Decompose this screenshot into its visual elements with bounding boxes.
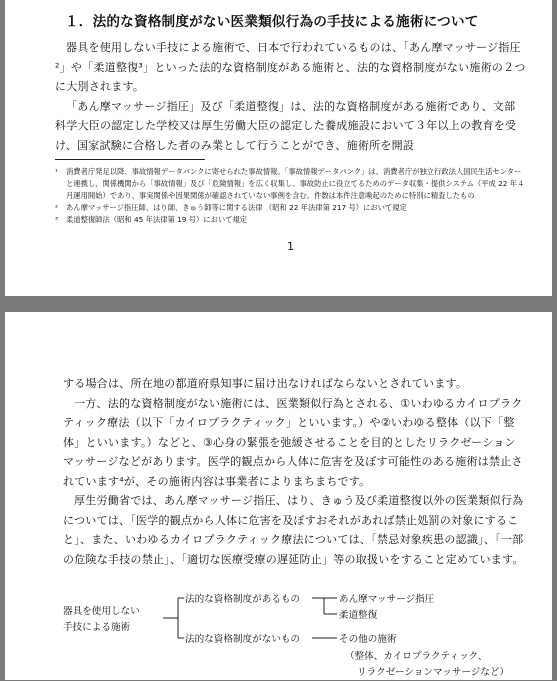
footnote-text: 消費者庁発足以降、事故情報データバンクに寄せられた事故情報。「事故情報データバンク」は、消費者庁が独立行政法人国民生活センターと連携し、関係機関から「事故情報」及び「危険情報」を広く収集し、事故防止に役立てるためのデータ収集・提供システム（平成 22 年４月運用開始）であり、事実関係や因果関係が確認されていない事例を含む。件数は本件注意喚起のために特別に精査したもの bbox=[66, 167, 525, 200]
diagram-leaf-judo: 柔道整復 bbox=[339, 610, 378, 621]
footnote-2 bbox=[55, 202, 526, 214]
section-heading: １．法的な資格制度がない医業類似行為の手技による施術について bbox=[65, 14, 479, 30]
diagram-leaf-other: その他の施術 bbox=[339, 634, 397, 645]
diagram-root-line2: 手技による施術 bbox=[63, 622, 131, 633]
footnote-3 bbox=[55, 214, 526, 226]
footnote-divider bbox=[55, 159, 205, 160]
paragraph-continued: する場合は、所在地の都道府県知事に届け出なければならないとされています。 bbox=[63, 377, 468, 390]
paragraph-3: 一方、法的な資格制度がない施術には、医業類似行為とされる、①いわゆるカイロプラクティック療法（以下「カイロプラクティック」といいます。）や②いわゆる整体（以下「整体」といいます。）などと、③心身の緊張を弛緩させることを目的としたリラクゼーションマッサージなどがあります。医学的観点から人体に危害を及ぼす可能性のある施術は禁止されています⁴が、その施術内容は事業者によりまちまちです。 bbox=[63, 396, 523, 488]
footnote-number: ² bbox=[55, 203, 58, 212]
footnote-1 bbox=[55, 166, 526, 202]
diagram-branch-without-license: 法的な資格制度がないもの bbox=[185, 634, 301, 645]
classification-diagram bbox=[63, 591, 526, 681]
footnote-text: あん摩マッサージ指圧師、はり師、きゅう師等に関する法律 （昭和 22 年法律第 217 号）において規定 bbox=[66, 203, 407, 212]
footnote-number: ¹ bbox=[55, 167, 58, 176]
diagram-branch-with-license: 法的な資格制度があるもの bbox=[185, 594, 301, 605]
paragraph-4: 厚生労働省では、あん摩マッサージ指圧、はり、きゅう及び柔道整復以外の医業類似行為については、「医学的観点から人体に危害を及ぼすおそれがあれば禁止処罰の対象にすること」、また、いわゆるカイロプラクティック療法については、「禁忌対象疾患の認識」、「一部の危険な手技の禁止」、「適切な医療受療の遅延防止」等の取扱いをすること定めています。 bbox=[63, 494, 524, 566]
diagram-leaf-other-detail2: リラクゼーションマッサージなど） bbox=[357, 667, 510, 678]
diagram-leaf-massage: あん摩マッサージ指圧 bbox=[339, 594, 435, 605]
paragraph-2: 「あん摩マッサージ指圧」及び「柔道整復」は、法的な資格制度がある施術であり、文部科学大臣の認定した学校又は厚生労働大臣の認定した養成施設において３年以上の教育を受け、国家試験に合格した者のみ業として行うことができ、施術所を開設 bbox=[55, 99, 517, 152]
footnote-number: ³ bbox=[55, 215, 58, 224]
document-page-1 bbox=[5, 0, 552, 296]
diagram-root-line1: 器具を使用しない bbox=[63, 606, 140, 617]
page-number: 1 bbox=[287, 240, 294, 253]
document-page-2 bbox=[5, 312, 552, 680]
footnote-text: 柔道整復師法（昭和 45 年法律第 19 号）において規定 bbox=[66, 215, 248, 224]
diagram-leaf-other-detail1: （整体、カイロプラクティック、 bbox=[345, 651, 488, 662]
paragraph-1: 器具を使用しない手技による施術で、日本で行われているものは、「あん摩マッサージ指圧²」や「柔道整復³」といった法的な資格制度がある施術と、法的な資格制度がない施術の２つに大別されます。 bbox=[55, 41, 526, 93]
